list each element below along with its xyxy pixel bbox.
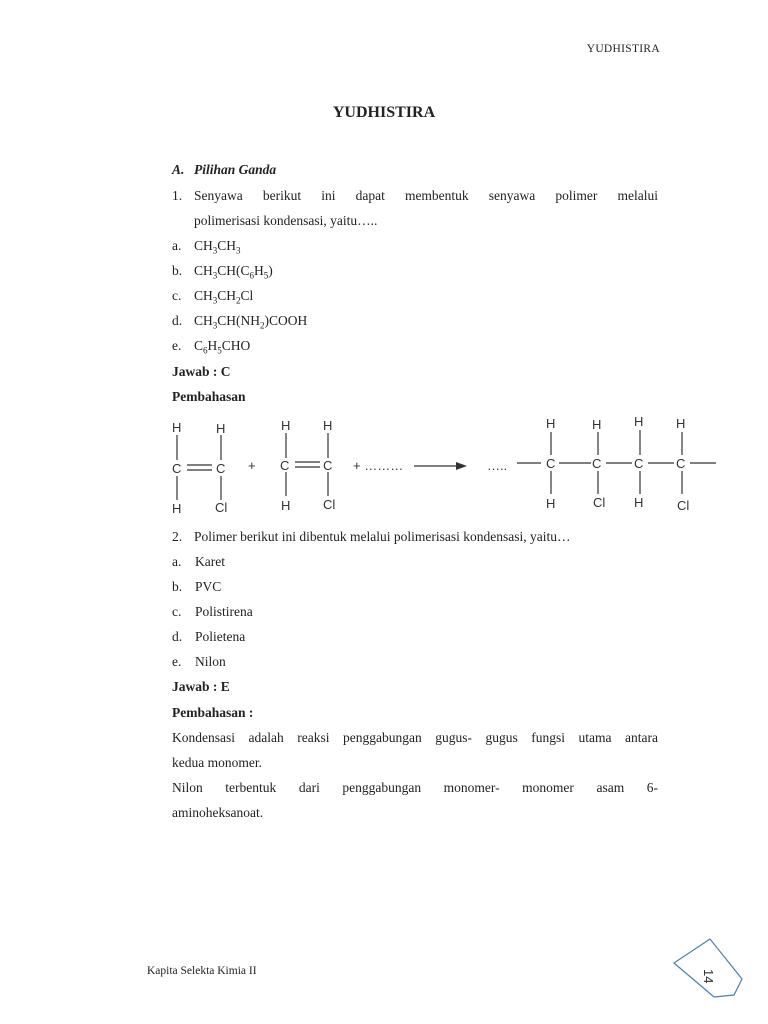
q1-text-line1: Senyawa berikut ini dapat membentuk senyawa polimer melalui xyxy=(194,188,658,203)
q2-option-text: PVC xyxy=(195,579,222,594)
plus-sign-1: + xyxy=(248,458,256,473)
plus-sign-2: + ……… xyxy=(353,458,404,473)
q2-option-label: c. xyxy=(172,604,182,619)
q2-option-label: d. xyxy=(172,629,183,644)
q2-option-text: Polietena xyxy=(195,629,246,644)
q1-option-text: $C_6H_5CHO$ xyxy=(194,338,251,356)
q1-option-text: $CH_3CH_2Cl$ xyxy=(194,288,254,306)
q1-option-text: $CH_3CH(NH_2)COOH$ xyxy=(194,313,308,331)
q2-paragraph2-line2: aminoheksanoat. xyxy=(172,805,264,820)
svg-text:C: C xyxy=(634,456,644,471)
chain-dots: ….. xyxy=(487,458,508,473)
q2-paragraph1-line2: kedua monomer. xyxy=(172,755,262,770)
q2-option-text: Karet xyxy=(195,554,225,569)
q2-option-text: Nilon xyxy=(195,654,226,669)
q2-paragraph1-line1: Kondensasi adalah reaksi penggabungan gugus- gugus fungsi utama antara xyxy=(172,730,658,745)
section-title: Pilihan Ganda xyxy=(194,162,277,177)
polymerization-scheme xyxy=(160,410,730,520)
svg-text:H: H xyxy=(634,495,644,510)
svg-text:Cl: Cl xyxy=(323,497,336,512)
q1-discussion-heading: Pembahasan xyxy=(172,389,246,404)
q1-option-label: b. xyxy=(172,263,183,278)
q1-text-line2: polimerisasi kondensasi, yaitu….. xyxy=(194,213,378,228)
svg-text:H: H xyxy=(676,416,686,431)
svg-text:H: H xyxy=(592,417,602,432)
q1-option-label: c. xyxy=(172,288,182,303)
svg-text:C: C xyxy=(592,456,602,471)
q2-option-label: e. xyxy=(172,654,182,669)
svg-text:Cl: Cl xyxy=(677,498,690,513)
svg-text:H: H xyxy=(634,414,644,429)
footer-text: Kapita Selekta Kimia II xyxy=(147,965,257,977)
page-number-badge xyxy=(670,935,750,1005)
svg-text:H: H xyxy=(281,498,291,513)
svg-text:H: H xyxy=(281,418,291,433)
q1-answer: Jawab : C xyxy=(172,364,231,379)
svg-text:C: C xyxy=(676,456,686,471)
svg-text:C: C xyxy=(546,456,556,471)
q1-option-label: a. xyxy=(172,238,182,253)
q2-answer: Jawab : E xyxy=(172,679,230,694)
q2-option-label: b. xyxy=(172,579,183,594)
section-letter: A. xyxy=(172,162,185,177)
svg-text:H: H xyxy=(172,501,182,516)
q2-option-label: a. xyxy=(172,554,182,569)
svg-text:C: C xyxy=(323,458,333,473)
svg-text:H: H xyxy=(172,420,182,435)
q2-discussion-heading: Pembahasan : xyxy=(172,705,254,720)
page-title: YUDHISTIRA xyxy=(332,104,436,121)
svg-text:Cl: Cl xyxy=(215,500,228,515)
svg-text:Cl: Cl xyxy=(593,495,606,510)
q1-option-text: $CH_3CH_3$ xyxy=(194,238,241,256)
svg-text:H: H xyxy=(216,421,226,436)
svg-text:H: H xyxy=(323,418,333,433)
page-number: 14 xyxy=(701,969,716,984)
q2-text: Polimer berikut ini dibentuk melalui polimerisasi kondensasi, yaitu… xyxy=(194,529,571,544)
q1-number: 1. xyxy=(172,188,183,203)
running-header: YUDHISTIRA xyxy=(586,43,660,55)
q2-paragraph2-line1: Nilon terbentuk dari penggabungan monomer- monomer asam 6- xyxy=(172,780,658,795)
svg-text:C: C xyxy=(280,458,290,473)
svg-text:C: C xyxy=(216,461,226,476)
q1-option-text: $CH_3CH(C_6H_5)$ xyxy=(194,263,273,281)
arrow-head xyxy=(456,462,467,470)
q1-option-label: d. xyxy=(172,313,183,328)
q2-number: 2. xyxy=(172,529,183,544)
svg-text:C: C xyxy=(172,461,182,476)
svg-text:H: H xyxy=(546,416,556,431)
svg-text:H: H xyxy=(546,496,556,511)
q1-option-label: e. xyxy=(172,338,182,353)
q2-option-text: Polistirena xyxy=(195,604,253,619)
